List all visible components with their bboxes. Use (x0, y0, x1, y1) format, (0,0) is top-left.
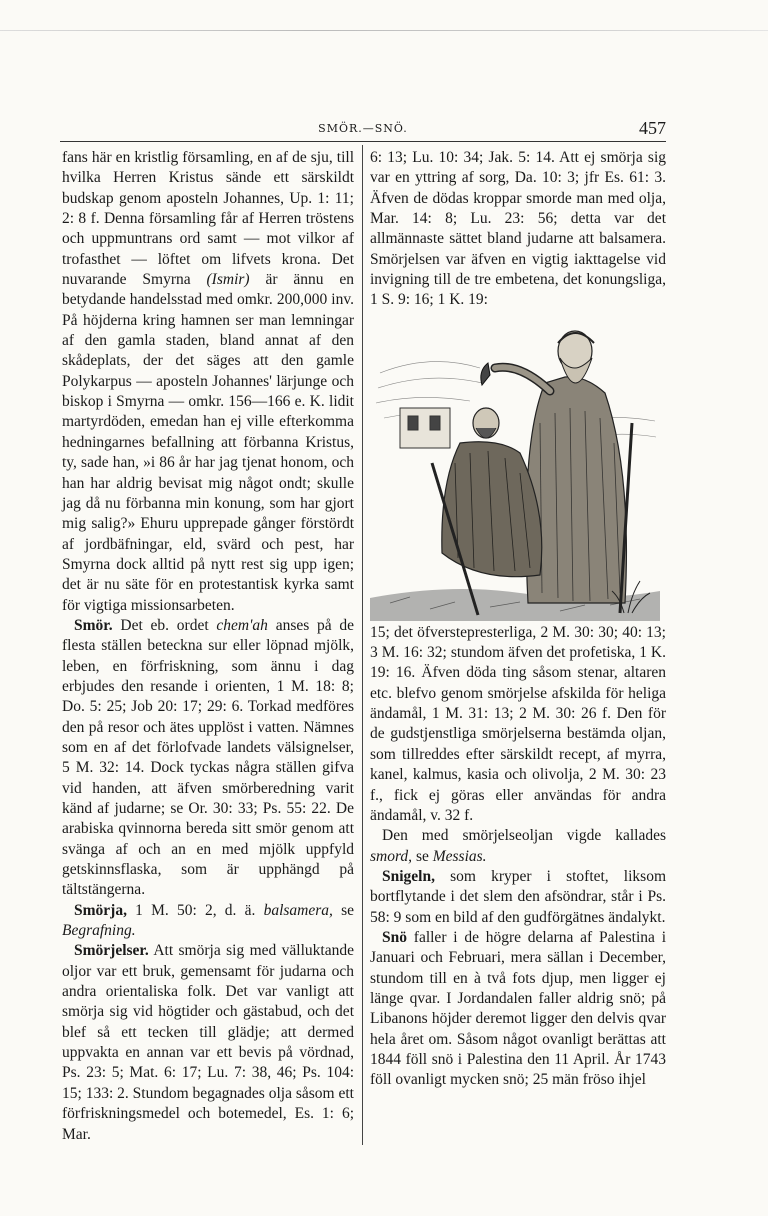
sno-text: faller i de högre delarna af Palestina i Januari och Februari, mera sällan i December, stundom till en à två fots djup, men ligger ej länge qvar. I Jordandalen faller aldrig snö; på Libanons höjder deremot ligger den delvis qvar hela året om. Såsom något ovanligt berättas att 1844 föll snö i Palestina den 11 April. År 1743 föll ovanligt mycken snö; 25 män fröso ihjel (370, 928, 667, 1089)
entry-smorjelser (62, 941, 354, 1144)
anointing-illustration (370, 313, 660, 621)
headword-smorja: Smörja, (74, 901, 127, 919)
running-head: SMÖR.—SNÖ. (318, 122, 408, 135)
entry-smor (62, 616, 354, 901)
column-divider (362, 145, 363, 1145)
smorjelser-continued-2: 15; det öfverstepresterliga, 2 M. 30: 30; 40: 13; 3 M. 16: 32; stundom äfven det profetiska, 1 K. 19: 16. Äfven döda ting såsom stenar, altaren etc. blefvo genom smörjelse afskilda för heliga ändamål, 1 M. 31: 13; 2 M. 30: 26 f. Den för de gudstjenstliga smörjelserna bestämda oljan, som tillreddes efter särskildt recept, af myrra, kanel, kalmus, kasia och olivolja, 2 M. 30: 23 f., fick ej göras eller användas för andra ändamål, v. 32 f. (370, 623, 666, 824)
smor-text-1: Det eb. ordet (120, 616, 209, 634)
smord-italic-2: Messias. (432, 847, 487, 865)
headword-smorjelser: Smörjelser. (74, 942, 149, 960)
snigeln-text: som kryper i stoftet, liksom bortflytande i det slem den afsöndrar, står i Ps. 58: 9 som en bild af den gudförgätnes ändalykt. (370, 867, 667, 926)
page-number: 457 (639, 118, 666, 138)
headword-smor: Smör. (74, 616, 113, 634)
smorja-text-2: se (341, 901, 355, 919)
headword-snigeln: Snigeln, (382, 867, 435, 885)
scan-edge-line (0, 30, 768, 31)
smorjelser-text: Att smörja sig med välluktande oljor var ett bruk, gemensamt för judarna och andra orientaliska folk. Det var vanligt att smörja sig vid högtider och gästabud, och det blef så ett tecken till glädje; att dermed uppvakta en annan var ett bevis på vördnad, Ps. 23: 5; Mat. 6: 17; Lu. 7: 38, 46; Ps. 104: 15; 133: 2. Stundom begagnades olja såsom ett förfriskningsmedel och botemedel, Es. 1: 6; Mar. (62, 942, 354, 1143)
smor-italic: chem'ah (216, 616, 268, 634)
left-column (62, 148, 354, 1145)
entry-sno (370, 928, 666, 1091)
smorja-italic-1: balsamera, (263, 901, 333, 919)
smorja-text-1: 1 M. 50: 2, d. ä. (135, 901, 256, 919)
smyrna-text-1: fans här en kristlig församling, en af de sju, till hvilka Herren Kristus sände ett särskildt budskap genom aposteln Johannes, Up. 1: 11; 2: 8 f. Denna församling får af Herren tröstens och uppmuntrans ord samt — mot vilkor af trofasthet — löftet om lifvets krona. Det nuvarande Smyrna (62, 149, 354, 289)
smyrna-text-2: är ännu en betydande handelsstad med omkr. 200,000 inv. På höjderna kring hamnen ser man lemningar af den gamla staden, bland annat af den skådeplats, der det säges att den gamle Polykarpus — aposteln Johannes' lärjunge och biskop i Smyrna — omkr. 156—166 e. K. lidit martyrdöden, emedan han ej ville efterkomma hedningarnes befallning att förbanna Kristus, ty, sade han, »i 86 år har jag tjenat honom, och han har aldrig bevisat mig något ondt; skulle jag då nu förbanna min konung, som har gjort mig salig?» Ehuru upprepade gånger förstördt af jordbäfningar, eld, svärd och pest, har Smyrna dock alltid på nytt rest sig upp igen; det är nu säte för en protestantisk kyrka samt för vigtiga missionsarbeten. (62, 271, 354, 614)
smord-text-1: Den med smörjelseoljan vigde kallades (382, 827, 666, 845)
smorja-italic-2: Begrafning. (62, 922, 136, 940)
header-rule (60, 141, 666, 142)
entry-smorja (62, 901, 354, 942)
page-header (60, 118, 666, 140)
right-column (370, 148, 666, 1091)
smor-text-2: anses på de flesta ställen beteckna sur eller löpnad mjölk, leben, en förfriskning, som ännu i dag erbjudes den resande i orienten, 1 M. 18: 8; Do. 5: 25; Job 20: 17; 29: 6. Torkad medföres den på resor och ätes upplöst i vatten. Nämnes som en af det förlofvade landets välsignelser, 5 M. 32: 14. Dock tyckas några ställen gifva vid handen, att äfven smörberedning varit känd af judarne; se Or. 30: 33; Ps. 55: 22. De arabiska qvinnorna bereda sitt smör genom att svänga af och an en med mjölk uppfyld getskinnsflaska, som är upphängd på tältstängerna. (62, 616, 355, 899)
smorjelser-continued: 6: 13; Lu. 10: 34; Jak. 5: 14. Att ej smörja sig var en yttring af sorg, Da. 10: 3; jfr Es. 61: 3. Äfven de dödas kroppar smorde man med olja, Mar. 14: 8; Lu. 23: 56; detta var det allmännaste sättet bland judarne att balsamera. Smörjelsen var äfven en vigtig iakttagelse vid invigning till de tre embetena, det konungsliga, 1 S. 9: 16; 1 K. 19: (370, 149, 666, 309)
smord-text-2: se (415, 847, 429, 865)
smyrna-paragraph (62, 148, 354, 616)
smyrna-italic: (Ismir) (206, 271, 250, 289)
smord-italic-1: smord, (370, 847, 413, 865)
headword-sno: Snö (382, 928, 407, 946)
entry-snigeln (370, 867, 666, 928)
smord-paragraph (370, 826, 666, 867)
